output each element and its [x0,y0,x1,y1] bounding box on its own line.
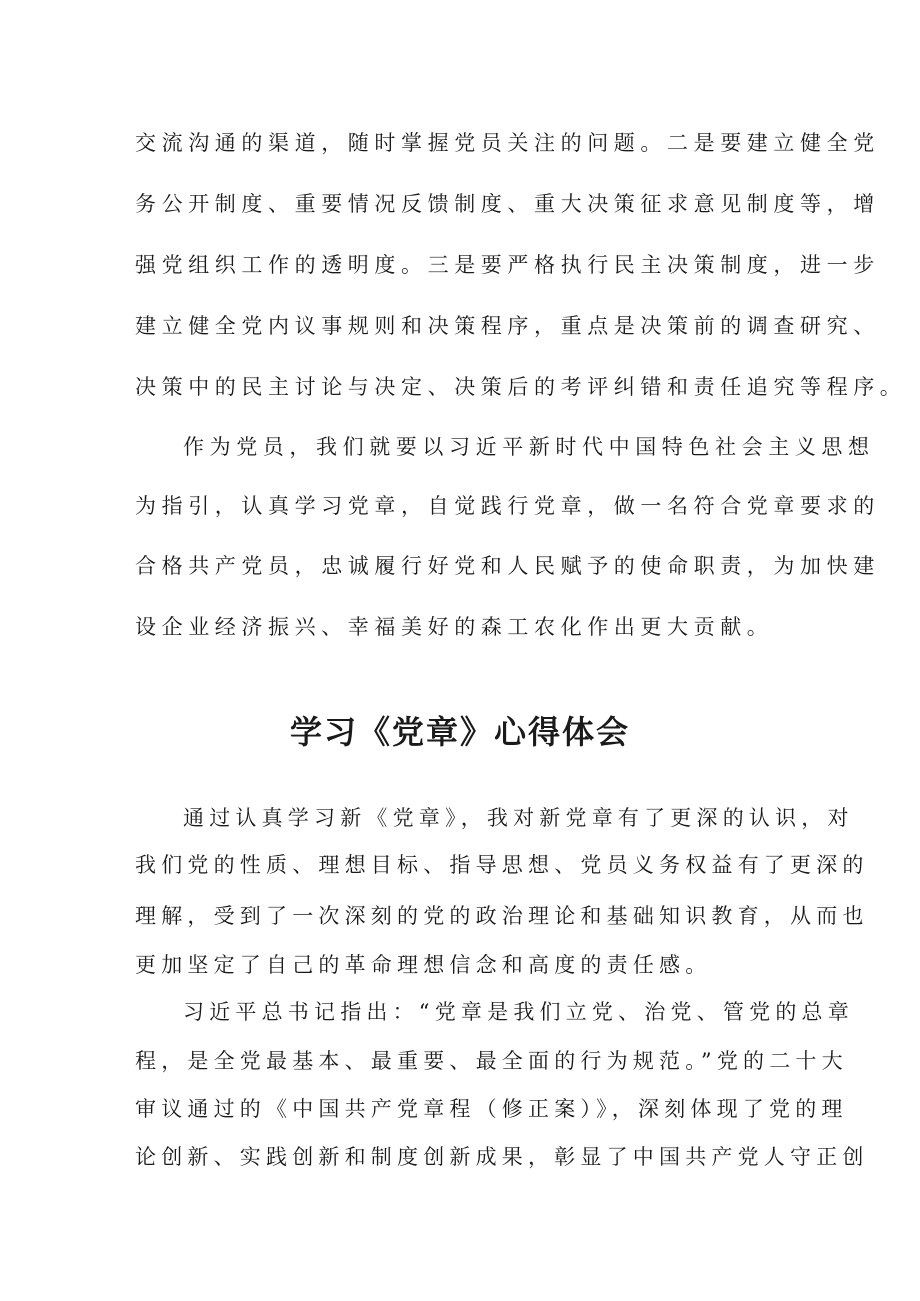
paragraph-line: 我们党的性质、理想目标、指导思想、党员义务权益有了更深的 [135,853,869,877]
paragraph-line: 通过认真学习新《党章》，我对新党章有了更深的认识，对 [183,806,854,830]
paragraph-line: 审议通过的《中国共产党章程（修正案）》，深刻体现了党的理 [135,1097,848,1121]
paragraph-line: 作为党员，我们就要以习近平新时代中国特色社会主义思想 [183,435,875,459]
paragraph-line: 决策中的民主讨论与决定、决策后的考评纠错和责任追究等程序。 [135,375,907,399]
paragraph-line: 更加坚定了自己的革命理想信念和高度的责任感。 [135,953,712,977]
paragraph-line: 务公开制度、重要情况反馈制度、重大决策征求意见制度等，增 [135,192,880,216]
article-title: 学习《党章》心得体会 [289,713,630,751]
paragraph-line: 交流沟通的渠道，随时掌握党员关注的问题。二是要建立健全党 [135,131,880,155]
paragraph-line: 合格共产党员，忠诚履行好党和人民赋予的使命职责，为加快建 [135,554,880,578]
paragraph-line: 为指引，认真学习党章，自觉践行党章，做一名符合党章要求的 [135,494,880,518]
paragraph-line: 习近平总书记指出：“党章是我们立党、治党、管党的总章 [183,1000,854,1024]
paragraph-line: 论创新、实践创新和制度创新成果，彰显了中国共产党人守正创 [135,1145,869,1169]
paragraph-line: 建立健全党内议事规则和决策程序，重点是决策前的调查研究、 [135,314,880,338]
paragraph-line: 强党组织工作的透明度。三是要严格执行民主决策制度，进一步 [135,253,880,277]
paragraph-line: 理解，受到了一次深刻的党的政治理论和基础知识教育，从而也 [135,904,869,928]
paragraph-line: 设企业经济振兴、幸福美好的森工农化作出更大贡献。 [135,615,774,639]
paragraph-line: 程，是全党最基本、最重要、最全面的行为规范。”党的二十大 [135,1049,848,1073]
